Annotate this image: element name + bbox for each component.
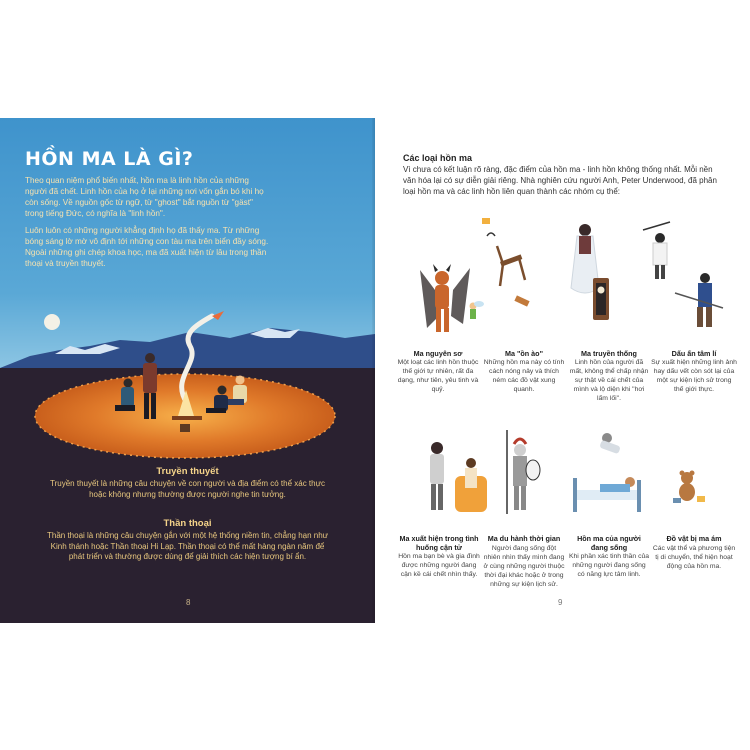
page-title: HỒN MA LÀ GÌ? — [25, 148, 194, 170]
intro-paragraph-2: Luôn luôn có những người khẳng định họ đã thấy ma. Từ những bóng sáng lờ mờ vô định tới những con tàu ma trên biển đầy sóng. Ngoài những ghi chép khoa học, ma đã xuất hiện từ lâu trong thần thoại và truyền thuyết. — [25, 226, 269, 268]
armchair-woman-icon — [455, 458, 487, 512]
type-desc-4: Sự xuất hiện những linh ảnh hay dấu vết còn sót lại của một sự kiện lịch sử trong thế giới thực. — [651, 359, 737, 393]
type-title-3: Ma truyền thống — [581, 349, 637, 358]
floating-spirit-icon — [599, 433, 621, 454]
fairy-icon — [470, 301, 485, 319]
samurai-icon — [643, 222, 670, 279]
myth-section — [45, 518, 330, 563]
type-desc-1: Một loạt các linh hồn thuộc thế giới tự nhiên, rất đa dạng, như tiên, yêu tinh và quỷ. — [397, 359, 479, 393]
flying-chair-icon — [497, 246, 525, 286]
myth-heading: Thần thoại — [163, 518, 212, 529]
legend-heading: Truyền thuyết — [156, 466, 219, 477]
type-title-1: Ma nguyên sơ — [413, 349, 463, 358]
hospital-bed-icon — [573, 477, 641, 512]
type-title-7: Hồn ma của người đang sống — [577, 534, 641, 552]
type-title-8: Đồ vật bị ma ám — [666, 534, 722, 543]
page-number-right: 9 — [558, 598, 563, 607]
devil-icon — [420, 264, 470, 332]
type-title-2: Ma "ồn ào" — [505, 349, 543, 358]
flying-book-icon — [514, 295, 529, 306]
type-desc-6: Người đang sống đột nhiên nhìn thấy mình đang ở cùng những người thuộc thời đại khác hoặc ở trong những sự kiện lịch sử. — [483, 545, 565, 588]
section-heading: Các loại hồn ma — [403, 153, 473, 163]
intro-paragraph-1: Theo quan niệm phổ biến nhất, hồn ma là linh hồn của những người đã chết. Linh hồn của họ ở lại những nơi vốn gắn bó khi họ còn sống. Về nguồn gốc từ ngữ, từ "ghost" bắt nguồn từ "gäst" trong tiếng Đức, có nghĩa là "linh hồn". — [25, 176, 264, 218]
flying-cup-icon — [482, 218, 490, 224]
legend-text: Truyền thuyết là những câu chuyện về con người và địa điểm có thể xác thực hoặc không nhưng thường được người nghe tin tưởng. — [50, 479, 325, 499]
type-desc-2: Những hồn ma này có tính cách nóng nảy và thích ném các đồ vật xung quanh. — [483, 359, 565, 393]
type-title-5: Ma xuất hiện trong tình huống cận tử — [399, 534, 479, 552]
section-intro: Vì chưa có kết luận rõ ràng, đặc điểm của hồn ma - linh hồn không thống nhất. Mỗi nền văn hóa lại có sự diễn giải riêng. Nhà nghiên cứu người Anh, Peter Underwood, đã phân loại hồn ma và các linh hồn liên quan thành các nhóm cụ thể: — [403, 165, 717, 196]
moon-icon — [44, 314, 60, 330]
type-desc-5: Hồn ma bạn bè và gia đình được những người đang cận kề cái chết nhìn thấy. — [398, 553, 480, 578]
legend-section — [45, 466, 330, 500]
type-desc-3: Linh hồn của người đã mất, không thể chấp nhận sự thật về cái chết của mình và lộ diện khi "hơi lấm lối". — [569, 359, 649, 402]
type-title-4: Dấu ấn tâm lí — [671, 349, 717, 358]
grandfather-clock-icon — [593, 278, 609, 320]
type-desc-7: Khi phần xác tinh thần của những người đang sống có năng lực tâm linh. — [568, 553, 650, 578]
roman-soldier-icon — [507, 430, 540, 514]
type-title-6: Ma du hành thời gian — [487, 534, 561, 543]
intro-text — [25, 175, 270, 275]
samurai-2-icon — [675, 273, 723, 327]
myth-text: Thần thoại là những câu chuyện gắn với một hệ thống niềm tin, chẳng hạn như Kinh thánh hoặc Thần thoại Hi Lạp. Thần thoại có thể mất hàng ngàn năm để phát triển và thường được dùng để giải thích các hiện tượng bí ẩn. — [46, 531, 329, 561]
teddy-bear-icon — [673, 471, 705, 504]
page-number-left: 8 — [186, 598, 191, 607]
standing-woman-icon — [430, 442, 444, 510]
right-page — [375, 118, 750, 623]
type-desc-8: Các vật thể và phương tiện tị di chuyển, thể hiện hoạt động của hồn ma. — [652, 545, 736, 570]
book-spread — [0, 118, 750, 623]
left-page — [0, 118, 375, 623]
